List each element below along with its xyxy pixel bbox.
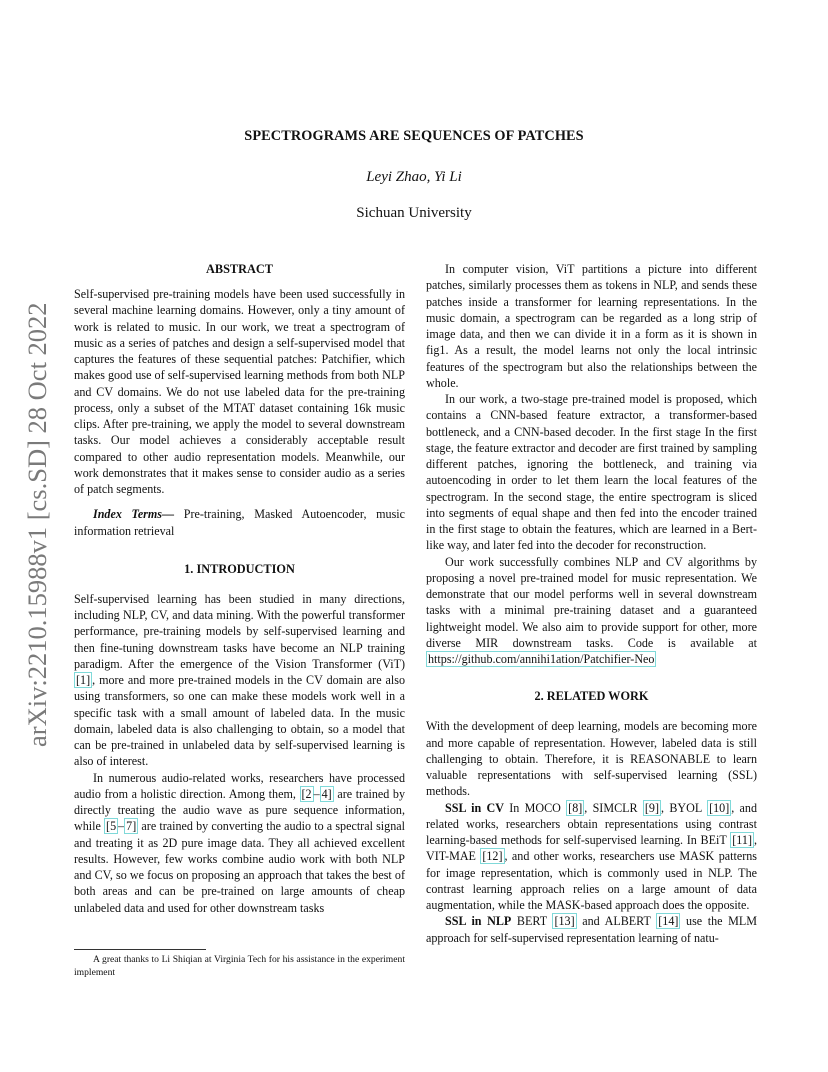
right-column (426, 261, 757, 946)
intro-p5-text: Our work successfully combines NLP and CV algorithms by proposing a novel pre-trained model for music representation. We demonstrate that our model performs well in several downstream tasks with a minimal pre-training dataset and a guaranteed lightweight model. We also aim to provide support for other, more diverse MIR downstream tasks. Code is available at (426, 554, 757, 650)
index-terms-text: Pre-training, Masked Autoencoder, music information retrieval (74, 507, 405, 538)
citation-range-dash: – (118, 819, 125, 834)
intro-p1-text-a: Self-supervised learning has been studied in many directions, including NLP, CV, and data mining. With the powerful transformer performance, pre-training models by self-supervised learning and then fine-tuning downstream tasks have become an NLP training paradigm. After the emergence of the Vision Transformer (ViT) (74, 591, 405, 671)
ssl-nlp-text-b: and ALBERT (576, 914, 657, 929)
intro-paragraph-2 (74, 770, 405, 916)
arxiv-stamp: arXiv:2210.15988v1 [cs.SD] 28 Oct 2022 (22, 302, 52, 748)
index-terms-label: Index Terms— (93, 507, 175, 522)
citation-4[interactable]: 4] (321, 786, 332, 801)
related-work-heading: 2. RELATED WORK (534, 689, 649, 704)
intro-p2-text-b: are trained by directly treating the audio wave as pure sequence information, while (74, 786, 405, 834)
footnote (74, 953, 405, 979)
footnote-text: A great thanks to Li Shiqian at Virginia Tech for his assistance in the experiment implement (74, 954, 405, 978)
citation-range-dash: – (313, 786, 320, 801)
ssl-cv-text-b: , SIMCLR (584, 800, 643, 815)
related-paragraph-ssl-cv (426, 800, 757, 914)
left-column (74, 261, 405, 916)
citation-13[interactable]: [13] (554, 914, 575, 929)
ssl-cv-label: SSL in CV (445, 800, 504, 815)
ssl-cv-text-a: In MOCO (503, 800, 567, 815)
citation-11[interactable]: [11] (732, 833, 752, 847)
abstract-text: Self-supervised pre-training models have been used successfully in several machine learning domains. However, only a tiny amount of work is related to music. In our work, we treat a spectrogram of music as a series of patches and design a self-supervised model that captures the features of these sequential patches: Patchifier, which makes good use of self-supervised learning methods from both NLP and CV domains. We do not use labeled data for the pre-training process, only a subset of the MTAT dataset containing 16k music clips. After pre-training, we apply the model to several downstream tasks. Our model achieves a considerably acceptable result compared to other audio representation models. Meanwhile, our work demonstrates that it makes sense to consider audio as a series of patch segments. (74, 287, 405, 496)
ssl-cv-text-c: , BYOL (661, 800, 708, 815)
paper-authors: Leyi Zhao, Yi Li (366, 169, 462, 185)
index-terms (74, 506, 405, 539)
citation-10[interactable]: [10] (709, 800, 730, 815)
introduction-heading: 1. INTRODUCTION (184, 561, 295, 576)
citation-9[interactable]: [9] (644, 800, 660, 815)
intro-p2-text-a: In numerous audio-related works, researchers have processed audio from a holistic direction. Among them, (74, 770, 405, 801)
ssl-cv-text-e: , VIT-MAE (426, 833, 757, 864)
intro-p1-text-b: , more and more pre-trained models in the CV domain are also using transformers, so one can make these models work well in a specific task with a small amount of labeled data. In the music domain, labeled data is also challenging to obtain, so a model that can be pre-trained in unlabeled data by self-supervised learning is also of interest. (74, 673, 405, 769)
footnote-divider (74, 949, 206, 950)
code-link[interactable]: https://github.com/annihi1ation/Patchifier-Neo (428, 652, 655, 666)
ssl-cv-text-f: , and other works, researchers use MASK patterns for image representation, which is commonly used in NLP. The contrast learning approach relies on a large amount of data augmentation, while the MASK-based approach does the opposite. (426, 849, 757, 912)
citation-12[interactable]: [12] (482, 849, 503, 864)
intro-paragraph-4: In our work, a two-stage pre-trained model is proposed, which contains a CNN-based feature extractor, a transformer-based bottleneck, and a CNN-based decoder. In the first stage In the first stage, the feature extractor and decoder are first trained by sampling different patches, ignoring the bottleneck, and training via autoencoding in order to let them learn the local features of the spectrogram. In the second stage, the entire spectrogram is sliced into segments of equal shape and then fed into the encoder trained in the first stage to obtain the features, which are learned in a Bert-like way, and later fed into the decoder for reconstruction. (426, 392, 757, 553)
ssl-nlp-text-a: BERT (511, 914, 553, 929)
abstract-heading: ABSTRACT (206, 262, 273, 276)
citation-5[interactable]: [5 (106, 819, 117, 834)
citation-8[interactable]: [8] (568, 800, 583, 815)
citation-2[interactable]: [2 (301, 786, 312, 801)
related-paragraph-1: With the development of deep learning, models are becoming more and more capable of representation. However, labeled data is still challenging to obtain. Therefore, it is REASONABLE to learn valuable representations with self-supervised learning (SSL) methods. (426, 719, 757, 799)
intro-paragraph-1 (74, 591, 405, 770)
ssl-nlp-label: SSL in NLP (445, 914, 512, 929)
ssl-nlp-text-c: use the MLM approach for self-supervised representation learning of natu- (426, 914, 757, 945)
intro-p2-text-c: are trained by converting the audio to a spectral signal and treating it as 2D pure image data. They all achieved excellent results. However, few works combine audio work with both NLP and CV, so we focus on proposing an approach that takes the best of both areas and can be pre-trained on large amounts of cheap unlabeled data and used for other downstream tasks (74, 819, 405, 915)
citation-7[interactable]: 7] (126, 819, 137, 834)
intro-paragraph-5 (426, 554, 757, 668)
ssl-cv-text-d: , and related works, researchers obtain representations using contrast learning-based methods for self-supervised learning. In BEiT (426, 800, 757, 847)
citation-14[interactable]: [14] (658, 914, 679, 929)
intro-paragraph-3: In computer vision, ViT partitions a picture into different patches, similarly processes them as tokens in NLP, and sends these patches inside a transformer for learning representations. In the music domain, a spectrogram can be regarded as a long strip of image data, and then we can divide it in a form as it is shown in fig1. As a result, the model learns not only the local intrinsic features of the spectrogram but also the relationships between the whole. (426, 262, 757, 390)
paper-affiliation: Sichuan University (356, 205, 472, 221)
paper-title: SPECTROGRAMS ARE SEQUENCES OF PATCHES (244, 128, 584, 144)
citation-1[interactable]: [1] (76, 673, 91, 687)
related-paragraph-ssl-nlp (426, 913, 757, 946)
